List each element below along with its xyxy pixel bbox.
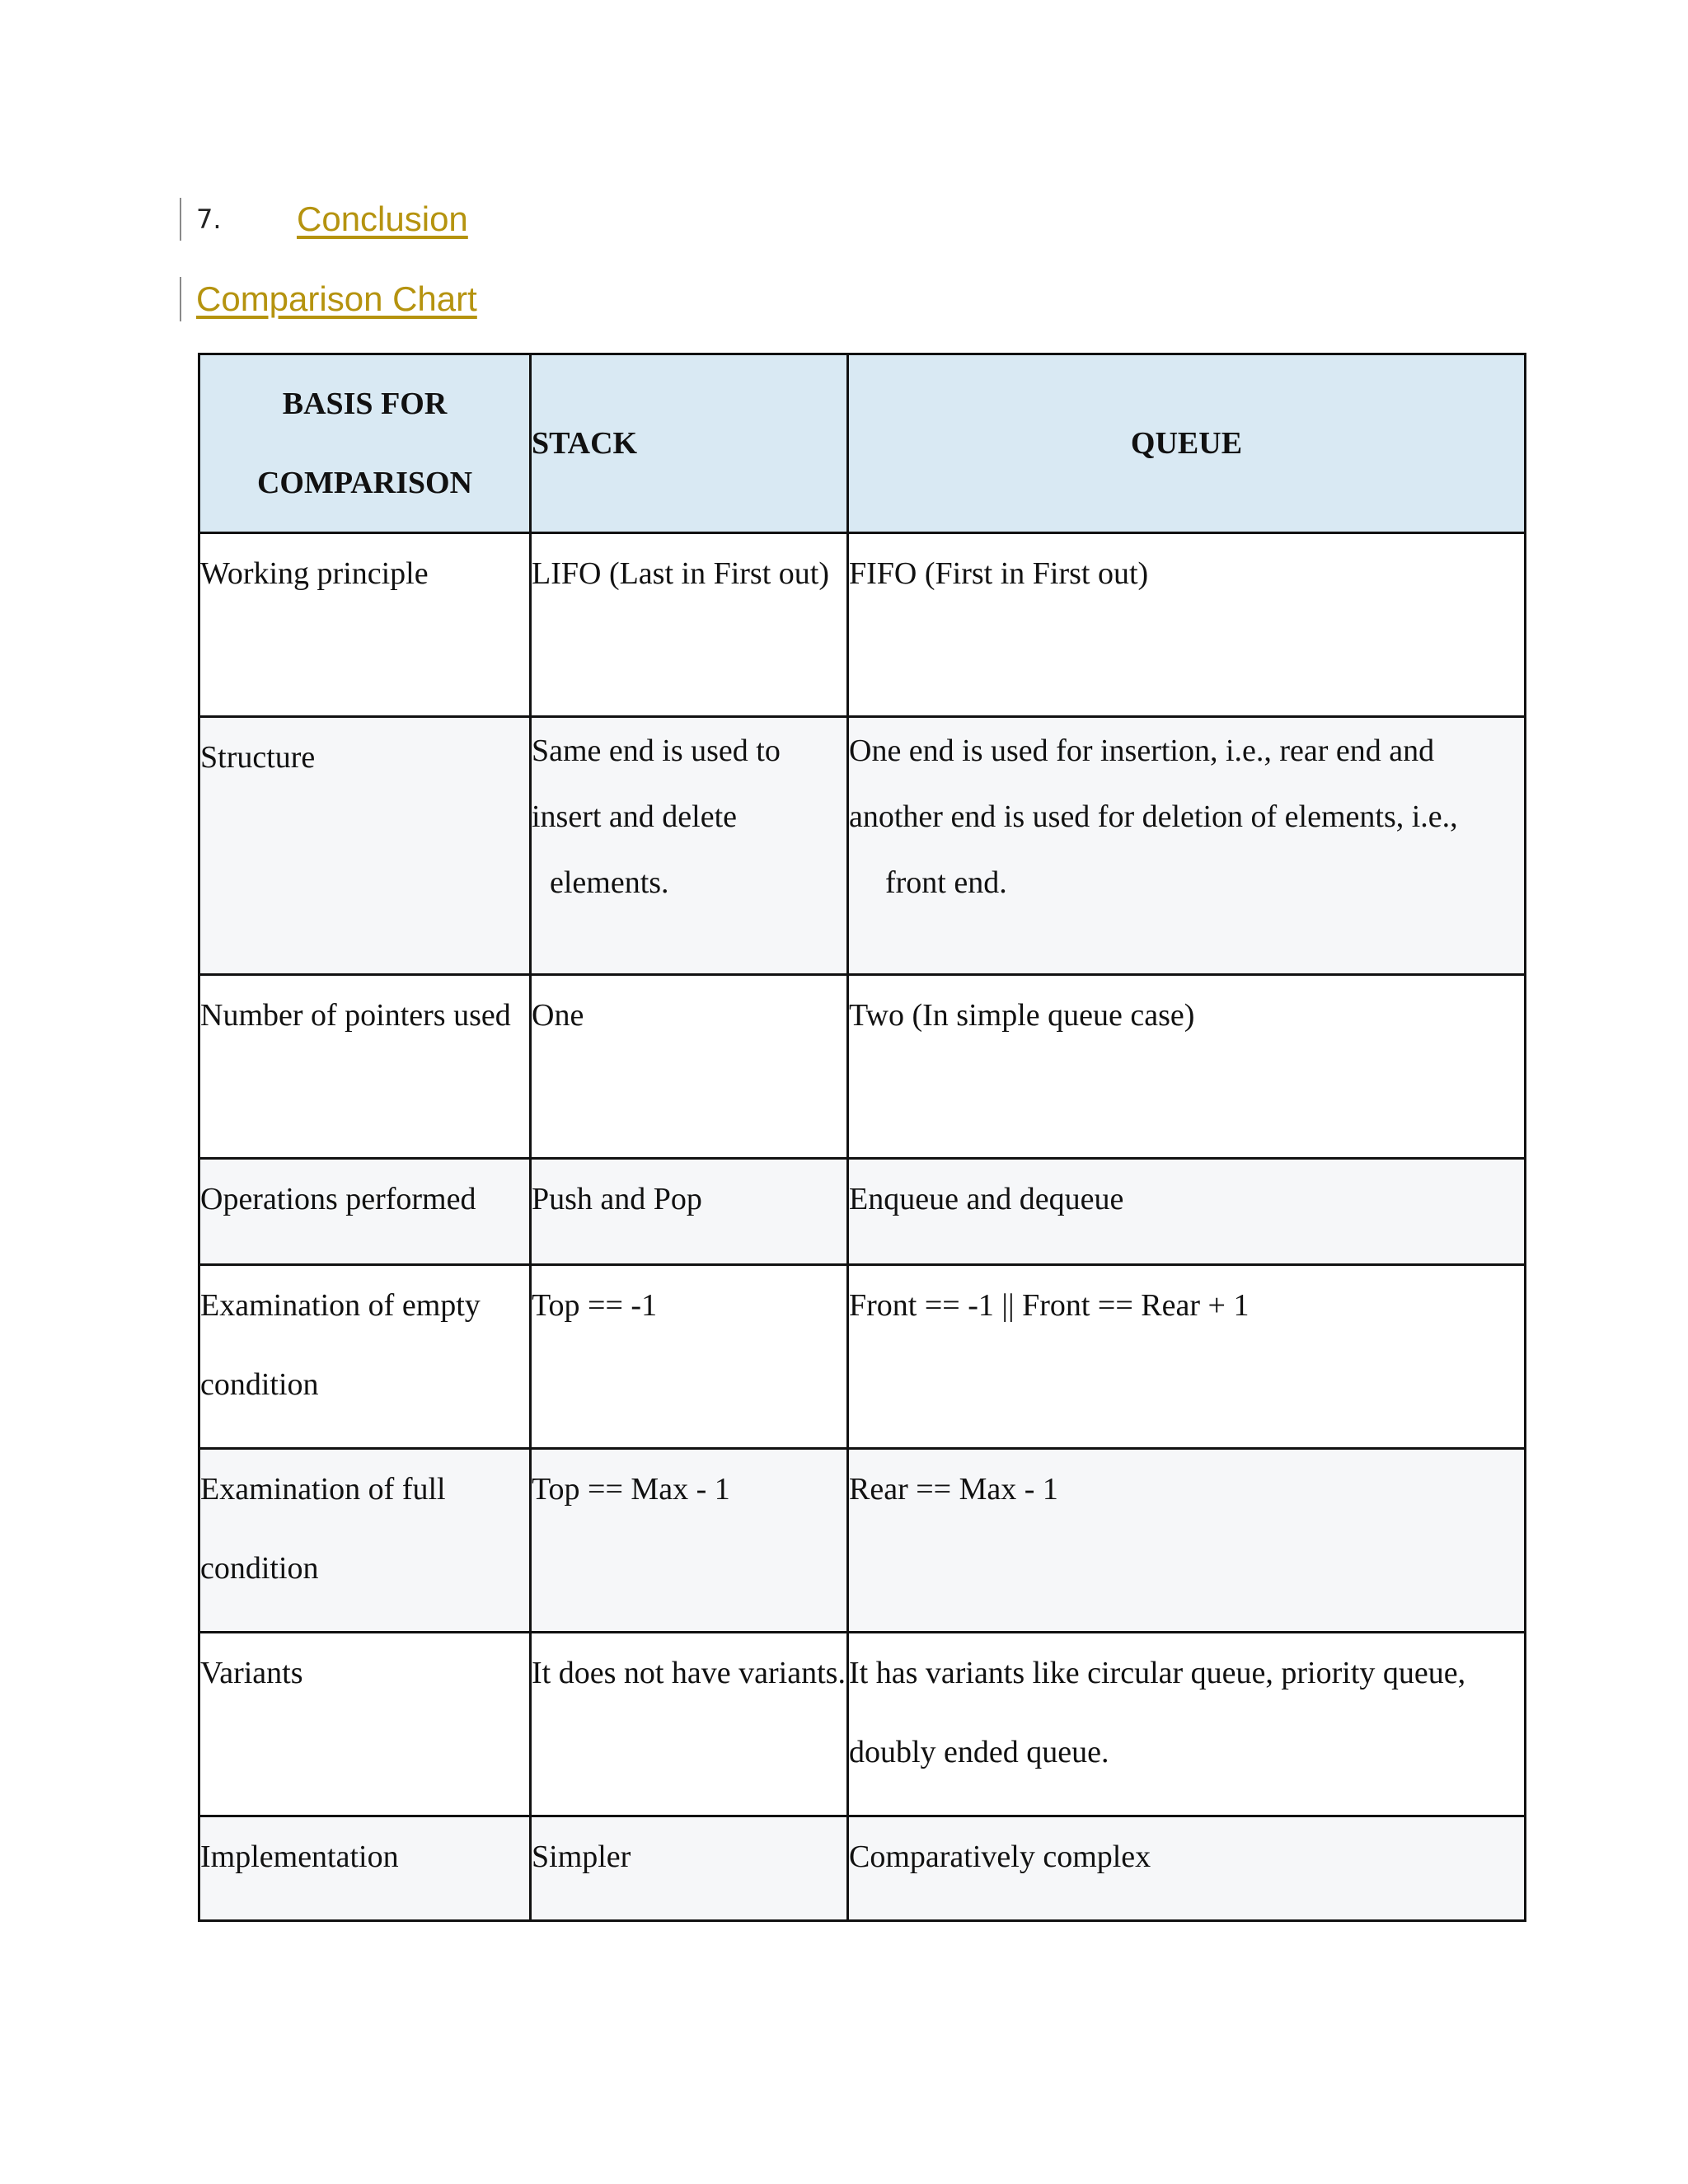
section-title-comparison-chart[interactable]: Comparison Chart: [180, 277, 477, 321]
table-row: [199, 1449, 1526, 1633]
table-row: [199, 533, 1526, 717]
toc-number: 7.: [196, 204, 222, 235]
basis-cell: Structure: [199, 717, 531, 975]
header-stack: STACK: [531, 354, 848, 533]
header-basis-line2: COMPARISON: [256, 466, 473, 500]
stack-line: Same end is used to: [532, 733, 781, 768]
basis-cell: Working principle: [199, 533, 531, 717]
queue-cell: [848, 717, 1526, 975]
basis-cell: Examination of full condition: [199, 1449, 531, 1633]
stack-cell: LIFO (Last in First out): [531, 533, 848, 717]
stack-cell: Push and Pop: [531, 1159, 848, 1265]
basis-cell: Implementation: [199, 1816, 531, 1921]
queue-cell: FIFO (First in First out): [848, 533, 1526, 717]
stack-cell: One: [531, 975, 848, 1159]
table-row: [199, 1159, 1526, 1265]
table-row: [199, 1265, 1526, 1449]
basis-cell: Examination of empty condition: [199, 1265, 531, 1449]
basis-cell: Variants: [199, 1633, 531, 1816]
header-basis-line1: BASIS FOR: [282, 387, 448, 421]
table-row: [199, 1816, 1526, 1921]
header-basis: [199, 354, 531, 533]
header-queue: QUEUE: [848, 354, 1526, 533]
table-row: [199, 1633, 1526, 1816]
toc-entry: [180, 198, 468, 241]
queue-cell: Rear == Max - 1: [848, 1449, 1526, 1633]
queue-line: One end is used for insertion, i.e., rear end and: [849, 733, 1435, 768]
stack-line: elements.: [550, 865, 669, 900]
queue-cell: Enqueue and dequeue: [848, 1159, 1526, 1265]
queue-cell: It has variants like circular queue, priority queue, doubly ended queue.: [848, 1633, 1526, 1816]
stack-cell: It does not have variants.: [531, 1633, 848, 1816]
queue-cell: Two (In simple queue case): [848, 975, 1526, 1159]
queue-cell: Front == -1 || Front == Rear + 1: [848, 1265, 1526, 1449]
comparison-table: [198, 353, 1526, 1922]
stack-cell: [531, 717, 848, 975]
stack-line: insert and delete: [532, 799, 738, 834]
queue-line: front end.: [885, 865, 1007, 900]
basis-cell: Number of pointers used: [199, 975, 531, 1159]
table-header-row: [199, 354, 1526, 533]
toc-link-conclusion[interactable]: Conclusion: [297, 199, 468, 238]
queue-cell: Comparatively complex: [848, 1816, 1526, 1921]
stack-cell: Top == Max - 1: [531, 1449, 848, 1633]
stack-cell: Simpler: [531, 1816, 848, 1921]
basis-cell: Operations performed: [199, 1159, 531, 1265]
table-row: [199, 717, 1526, 975]
table-row: [199, 975, 1526, 1159]
queue-line: another end is used for deletion of elements, i.e.,: [849, 799, 1458, 834]
stack-cell: Top == -1: [531, 1265, 848, 1449]
